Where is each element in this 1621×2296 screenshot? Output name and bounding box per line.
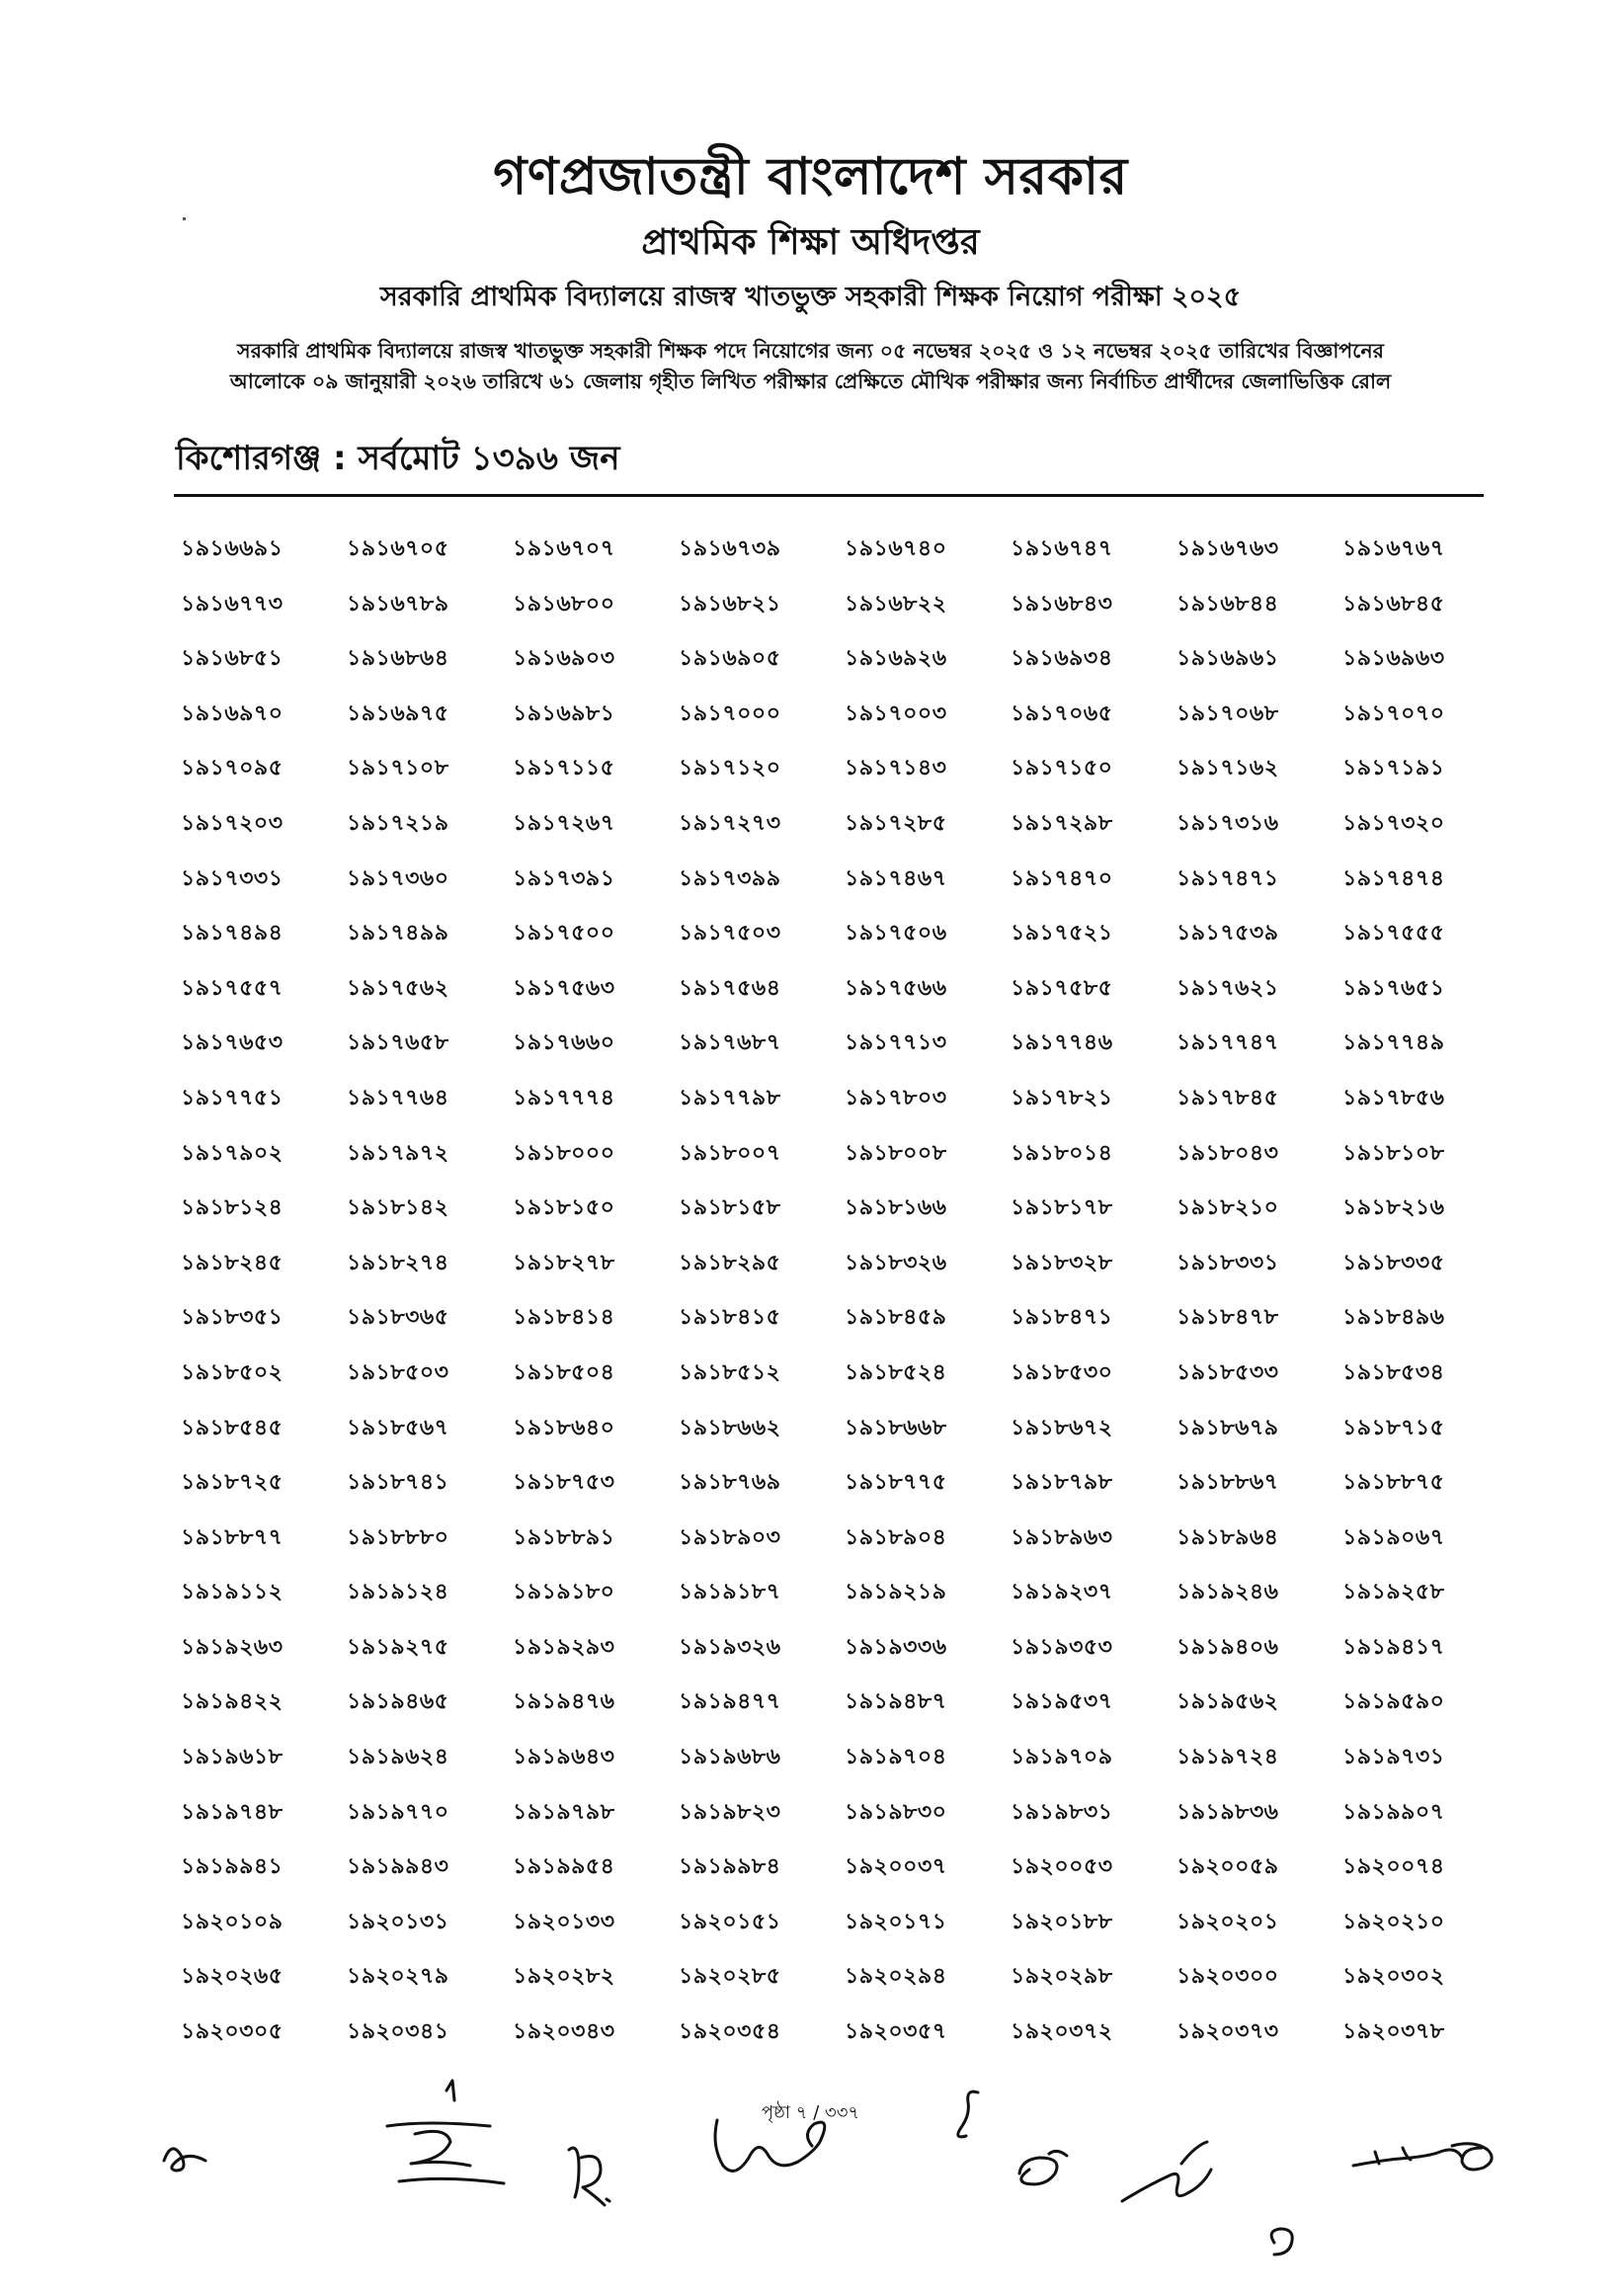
roll-number: ১৯১৯৪২২ (181, 1689, 284, 1715)
roll-number: ১৯১৯৪৭৭ (679, 1689, 781, 1715)
roll-number: ১৯১৯৯৪৩ (347, 1854, 449, 1880)
roll-number: ১৯১৯৪০৬ (1176, 1634, 1279, 1660)
roll-number: ১৯১৮৫০৩ (347, 1359, 449, 1385)
roll-number: ১৯১৭৬৮৭ (679, 1030, 781, 1056)
roll-number: ১৯১৭৯০২ (181, 1140, 284, 1166)
roll-number: ১৯২০২০১ (1176, 1909, 1279, 1934)
roll-number: ১৯১৯৩৩৬ (845, 1634, 947, 1660)
roll-number: ১৯১৮৭৪১ (347, 1470, 449, 1496)
roll-number: ১৯২০৩০০ (1176, 1964, 1279, 1990)
signature-7 (1122, 2142, 1211, 2201)
roll-number: ১৯১৯১১২ (181, 1580, 284, 1605)
roll-number: ১৯১৯৮৩০ (845, 1799, 947, 1825)
roll-number: ১৯১৮০১৪ (1011, 1140, 1113, 1166)
signature-6 (1019, 2151, 1067, 2183)
roll-number: ১৯১৯৭৯৮ (513, 1799, 615, 1825)
roll-number: ১৯১৮৪৭৮ (1176, 1305, 1279, 1331)
roll-number: ১৯১৭৭৯৮ (679, 1085, 781, 1110)
signature-3 (569, 2148, 609, 2205)
roll-number: ১৯১৮২৪৫ (181, 1250, 284, 1275)
roll-number: ১৯১৬৮২২ (845, 591, 947, 616)
roll-number: ১৯১৬৭৬৩ (1176, 536, 1279, 561)
roll-number: ১৯১৭১৪৩ (845, 756, 947, 781)
roll-number: ১৯১৭৫৮৫ (1011, 975, 1113, 1001)
roll-number: ১৯১৭৫৬৬ (845, 975, 947, 1001)
roll-number: ১৯১৬৯০৩ (513, 646, 615, 672)
roll-number: ১৯১৮০০৮ (845, 1140, 947, 1166)
roll-number: ১৯১৯৪৬৫ (347, 1689, 449, 1715)
roll-number: ১৯১৮৩৬৫ (347, 1305, 449, 1331)
roll-number: ১৯১৯৮২৩ (679, 1799, 781, 1825)
roll-number: ১৯১৭০৭০ (1342, 700, 1445, 726)
roll-number: ১৯১৭৩২০ (1342, 810, 1445, 836)
roll-number: ১৯২০০৩৭ (845, 1854, 947, 1880)
roll-number: ১৯২০৩৪১ (347, 2019, 449, 2045)
roll-number: ১৯১৮৬৬৮ (845, 1415, 947, 1440)
roll-number: ১৯২০১৫১ (679, 1909, 781, 1934)
roll-number: ১৯১৭৭৭৪ (513, 1085, 615, 1110)
roll-number: ১৯১৭৫৫৫ (1342, 921, 1445, 946)
roll-number: ১৯১৮৪১৪ (513, 1305, 615, 1331)
roll-number: ১৯১৮৫৩০ (1011, 1359, 1113, 1385)
roll-number: ১৯১৯১৮৭ (679, 1580, 781, 1605)
roll-number: ১৯১৬৭৭৩ (181, 591, 284, 616)
roll-number: ১৯১৭১৬২ (1176, 756, 1279, 781)
roll-number: ১৯২০১৮৮ (1011, 1909, 1113, 1934)
page-number: পৃষ্ঠা ৭ / ৩৩৭ (761, 2102, 860, 2123)
roll-number: ১৯১৬৮৪৫ (1342, 591, 1445, 616)
roll-number: ১৯১৯৪১৭ (1342, 1634, 1445, 1660)
roll-number: ১৯২০৩০২ (1342, 1964, 1445, 1990)
roll-number: ১৯১৬৯৩৪ (1011, 646, 1113, 672)
roll-number: ১৯১৮৪৫৯ (845, 1305, 947, 1331)
roll-number: ১৯১৬৮৪৩ (1011, 591, 1113, 616)
roll-number: ১৯২০৩০৫ (181, 2019, 284, 2045)
roll-number: ১৯১৭৪৭৪ (1342, 865, 1445, 891)
government-title: গণপ্রজাতন্ত্রী বাংলাদেশ সরকার (493, 147, 1128, 206)
roll-number: ১৯১৭৩৯১ (513, 865, 615, 891)
signature-2 (387, 2081, 504, 2183)
roll-number: ১৯১৮২৯৫ (679, 1250, 781, 1275)
roll-number: ১৯২০৩৫৪ (679, 2019, 781, 2045)
roll-number: ১৯১৬৭৪০ (845, 536, 947, 561)
roll-number: ১৯১৮৬৪০ (513, 1415, 615, 1440)
roll-number: ১৯১৮৮৭৫ (1342, 1470, 1445, 1496)
roll-number: ১৯১৭৫৩৯ (1176, 921, 1279, 946)
roll-number: ১৯১৮৫৬৭ (347, 1415, 449, 1440)
roll-number: ১৯১৯১৮০ (513, 1580, 615, 1605)
roll-number: ১৯২০৩৭৮ (1342, 2019, 1445, 2045)
roll-number: ১৯১৭৫৫৭ (181, 975, 284, 1001)
roll-number: ১৯১৮৩২৮ (1011, 1250, 1113, 1275)
roll-number: ১৯২০২৬৫ (181, 1964, 284, 1990)
signature-8 (1271, 2229, 1292, 2255)
roll-number: ১৯১৮১৪২ (347, 1195, 449, 1221)
roll-number: ১৯১৭১২০ (679, 756, 781, 781)
roll-number: ১৯১৮৬৬২ (679, 1415, 781, 1440)
roll-number: ১৯১৬৭৬৭ (1342, 536, 1445, 561)
roll-number: ১৯১৬৮৪৪ (1176, 591, 1279, 616)
roll-number: ১৯১৬৯২৬ (845, 646, 947, 672)
roll-number: ১৯১৮৫৩৩ (1176, 1359, 1279, 1385)
roll-number: ১৯১৮৭১৫ (1342, 1415, 1445, 1440)
roll-number: ১৯১৮৯০৩ (679, 1524, 781, 1550)
roll-number: ১৯১৭৩১৬ (1176, 810, 1279, 836)
roll-number: ১৯১৭৬২১ (1176, 975, 1279, 1001)
roll-number: ১৯১৯৩৫৩ (1011, 1634, 1113, 1660)
roll-number: ১৯১৮৩৩৫ (1342, 1250, 1445, 1275)
signature-5 (958, 2091, 978, 2137)
roll-number: ১৯১৯৬৮৬ (679, 1745, 781, 1770)
roll-number: ১৯১৮১৭৮ (1011, 1195, 1113, 1221)
roll-number: ১৯১৭১০৮ (347, 756, 449, 781)
roll-number: ১৯১৯৭০৪ (845, 1745, 947, 1770)
roll-number: ১৯২০৩৪৩ (513, 2019, 615, 2045)
roll-number: ১৯১৯৯৮৪ (679, 1854, 781, 1880)
roll-number: ১৯১৮৮৬৭ (1176, 1470, 1279, 1496)
roll-number: ১৯১৬৯০৫ (679, 646, 781, 672)
roll-number: ১৯১৮১২৪ (181, 1195, 284, 1221)
roll-number: ১৯১৮৫১২ (679, 1359, 781, 1385)
department-title: প্রাথমিক শিক্ষা অধিদপ্তর (641, 222, 980, 263)
roll-number: ১৯১৯১২৪ (347, 1580, 449, 1605)
roll-number: ১৯১৮৮৯১ (513, 1524, 615, 1550)
roll-number: ১৯১৮১০৮ (1342, 1140, 1445, 1166)
roll-number: ১৯১৯৬২৪ (347, 1745, 449, 1770)
roll-number: ১৯১৭৭৪৭ (1176, 1030, 1279, 1056)
roll-number: ১৯২০১৩১ (347, 1909, 449, 1934)
roll-number: ১৯১৭৮০৩ (845, 1085, 947, 1110)
roll-number: ১৯১৯৭৪৮ (181, 1799, 284, 1825)
roll-number: ১৯১৯২৩৭ (1011, 1580, 1113, 1605)
exam-title: সরকারি প্রাথমিক বিদ্যালয়ে রাজস্ব খাতভুক্ত সহকারী শিক্ষক নিয়োগ পরীক্ষা ২০২৫ (379, 282, 1242, 312)
roll-number: ১৯১৬৯৮১ (513, 700, 615, 726)
roll-number: ১৯২০১০৯ (181, 1909, 284, 1934)
roll-number: ১৯১৭৫০০ (513, 921, 615, 946)
roll-number: ১৯২০২৮২ (513, 1964, 615, 1990)
roll-number: ১৯১৮৯০৪ (845, 1524, 947, 1550)
roll-number: ১৯২০০৫৩ (1011, 1854, 1113, 1880)
roll-number: ১৯১৮১৬৬ (845, 1195, 947, 1221)
roll-number: ১৯১৯২৯৩ (513, 1634, 615, 1660)
roll-number: ১৯১৯৭২৪ (1176, 1745, 1279, 1770)
roll-number: ১৯১৭৫৬৪ (679, 975, 781, 1001)
signature-4 (715, 2120, 825, 2171)
roll-number: ১৯১৬৮৫১ (181, 646, 284, 672)
roll-number: ১৯২০২৮৫ (679, 1964, 781, 1990)
roll-number: ১৯১৭৫৬৩ (513, 975, 615, 1001)
roll-number: ১৯১৮৭৫৩ (513, 1470, 615, 1496)
roll-number: ১৯১৭২৮৫ (845, 810, 947, 836)
roll-number: ১৯১৭২৯৮ (1011, 810, 1113, 836)
roll-number: ১৯১৬৭৪৭ (1011, 536, 1113, 561)
roll-number: ১৯১৮২৭৪ (347, 1250, 449, 1275)
roll-number: ১৯১৮৭৯৮ (1011, 1470, 1113, 1496)
roll-number: ১৯১৯৯৪১ (181, 1854, 284, 1880)
roll-number: ১৯১৭৭৬৪ (347, 1085, 449, 1110)
roll-number: ১৯১৮২৭৮ (513, 1250, 615, 1275)
roll-number: ১৯১৭৬৫৩ (181, 1030, 284, 1056)
roll-number: ১৯১৮৯৬৪ (1176, 1524, 1279, 1550)
roll-number: ১৯১৭৫০৬ (845, 921, 947, 946)
notice-line-2: আলোকে ০৯ জানুয়ারী ২০২৬ তারিখে ৬১ জেলায় গৃহীত লিখিত পরীক্ষার প্রেক্ষিতে মৌখিক পরীক্ষার জন্য নির্বাচিত প্রার্থীদের জেলাভিত্তিক রোল (229, 369, 1392, 393)
roll-number: ১৯১৯২৬৩ (181, 1634, 284, 1660)
roll-number: ১৯১৯৭৭০ (347, 1799, 449, 1825)
roll-number: ১৯১৮৫৪৫ (181, 1415, 284, 1440)
roll-number: ১৯১৭৫৬২ (347, 975, 449, 1001)
roll-number: ১৯১৬৭৩৯ (679, 536, 781, 561)
roll-number: ১৯১৯৫৬২ (1176, 1689, 1279, 1715)
roll-number: ১৯১৭০৯৫ (181, 756, 284, 781)
roll-number: ১৯২০১৩৩ (513, 1909, 615, 1934)
roll-number: ১৯১৯২৭৫ (347, 1634, 449, 1660)
roll-number: ১৯১৭৭৫১ (181, 1085, 284, 1110)
roll-number: ১৯১৮৬৭৯ (1176, 1415, 1279, 1440)
roll-number: ১৯১৬৭০৭ (513, 536, 615, 561)
signature-9 (1353, 2144, 1492, 2170)
notice-line-1: সরকারি প্রাথমিক বিদ্যালয়ে রাজস্ব খাতভুক্ত সহকারী শিক্ষক পদে নিয়োগের জন্য ০৫ নভেম্বর ২০২৫ ও ১২ নভেম্বর ২০২৫ তারিখের বিজ্ঞাপনের (237, 339, 1384, 363)
roll-number: ১৯২০২৯৮ (1011, 1964, 1113, 1990)
roll-number: ১৯১৮৭৭৫ (845, 1470, 947, 1496)
roll-number: ১৯১৯৬৪৩ (513, 1745, 615, 1770)
roll-number: ১৯১৭৮৫৬ (1342, 1085, 1445, 1110)
roll-number: ১৯১৭৩৯৯ (679, 865, 781, 891)
roll-number: ১৯১৮০০০ (513, 1140, 615, 1166)
roll-number: ১৯১৯৪৭৬ (513, 1689, 615, 1715)
roll-number: ১৯১৭৫২১ (1011, 921, 1113, 946)
roll-number: ১৯১৬৭৮৯ (347, 591, 449, 616)
roll-number: ১৯১৮১৫৮ (679, 1195, 781, 1221)
roll-number: ১৯১৯৩২৬ (679, 1634, 781, 1660)
roll-number: ১৯২০৩৭৩ (1176, 2019, 1279, 2045)
roll-number: ১৯১৮৭২৫ (181, 1470, 284, 1496)
roll-number: ১৯২০২১০ (1342, 1909, 1445, 1934)
roll-number: ১৯১৯২৫৮ (1342, 1580, 1445, 1605)
roll-number: ১৯১৮২১৬ (1342, 1195, 1445, 1221)
roll-number: ১৯১৮৩৫১ (181, 1305, 284, 1331)
roll-number: ১৯১৬৯৬১ (1176, 646, 1279, 672)
roll-number: ১৯২০২৯৪ (845, 1964, 947, 1990)
roll-number: ১৯২০০৭৪ (1342, 1854, 1445, 1880)
roll-number: ১৯১৯৯৫৪ (513, 1854, 615, 1880)
roll-number: ১৯১৮৪১৫ (679, 1305, 781, 1331)
roll-number: ১৯১৬৮৬৪ (347, 646, 449, 672)
roll-number: ১৯১৯৮৩১ (1011, 1799, 1113, 1825)
roll-number: ১৯১৯২৪৬ (1176, 1580, 1279, 1605)
roll-number: ১৯১৯৬১৮ (181, 1745, 284, 1770)
roll-number: ১৯১৯০৬৭ (1342, 1524, 1445, 1550)
roll-number: ১৯১৭৪৬৭ (845, 865, 947, 891)
roll-number: ১৯১৯৫৯০ (1342, 1689, 1445, 1715)
roll-number: ১৯১৮২১০ (1176, 1195, 1279, 1221)
roll-number: ১৯১৭৬৫১ (1342, 975, 1445, 1001)
roll-number: ১৯১৭১৫০ (1011, 756, 1113, 781)
roll-number: ১৯১৭২১৯ (347, 810, 449, 836)
roll-number: ১৯১৮৪৯৬ (1342, 1305, 1445, 1331)
roll-number: ১৯১৭১৯১ (1342, 756, 1445, 781)
roll-number: ১৯১৭৮৪৫ (1176, 1085, 1279, 1110)
roll-number: ১৯১৭৪৭১ (1176, 865, 1279, 891)
roll-number: ১৯১৭৪৯৯ (347, 921, 449, 946)
roll-number: ১৯১৯৫৩৭ (1011, 1689, 1113, 1715)
roll-number: ১৯১৮৫০২ (181, 1359, 284, 1385)
roll-number: ১৯১৭০৬৫ (1011, 700, 1113, 726)
roll-number: ১৯২০৩৫৭ (845, 2019, 947, 2045)
roll-number: ১৯১৭৭১৩ (845, 1030, 947, 1056)
roll-number: ১৯১৮৫০৪ (513, 1359, 615, 1385)
roll-number: ১৯১৮৮৮০ (347, 1524, 449, 1550)
roll-number: ১৯১৭৪৭০ (1011, 865, 1113, 891)
roll-number: ১৯১৭০০৩ (845, 700, 947, 726)
roll-number: ১৯১৭৭৪৬ (1011, 1030, 1113, 1056)
roll-number: ১৯১৯৮৩৬ (1176, 1799, 1279, 1825)
roll-number: ১৯১৯৭০৯ (1011, 1745, 1113, 1770)
roll-number: ১৯১৬৬৯১ (181, 536, 284, 561)
roll-number: ১৯২০৩৭২ (1011, 2019, 1113, 2045)
roll-number: ১৯১৭৯৭২ (347, 1140, 449, 1166)
roll-number: ১৯১৬৭০৫ (347, 536, 449, 561)
roll-number: ১৯২০২৭৯ (347, 1964, 449, 1990)
signature-1 (164, 2149, 205, 2171)
roll-number: ১৯১৮১৫০ (513, 1195, 615, 1221)
roll-number: ১৯১৭৬৫৮ (347, 1030, 449, 1056)
roll-number: ১৯২০১৭১ (845, 1909, 947, 1934)
roll-number: ১৯১৯২১৯ (845, 1580, 947, 1605)
roll-number: ১৯১৯৭৩১ (1342, 1745, 1445, 1770)
roll-number: ১৯১৭২৬৭ (513, 810, 615, 836)
roll-number: ১৯১৬৯৭০ (181, 700, 284, 726)
roll-number: ১৯১৬৮২১ (679, 591, 781, 616)
roll-number: ১৯১৭৮২১ (1011, 1085, 1113, 1110)
roll-number: ১৯১৮০৪৩ (1176, 1140, 1279, 1166)
roll-number: ১৯১৬৮০০ (513, 591, 615, 616)
roll-number: ১৯১৭০৬৮ (1176, 700, 1279, 726)
roll-number: ১৯১৭১১৫ (513, 756, 615, 781)
roll-number: ১৯১৮০০৭ (679, 1140, 781, 1166)
roll-number: ১৯১৮৯৬৩ (1011, 1524, 1113, 1550)
roll-number: ১৯১৮৭৬৯ (679, 1470, 781, 1496)
roll-number: ১৯১৮৩২৬ (845, 1250, 947, 1275)
roll-number: ১৯১৭৭৪৯ (1342, 1030, 1445, 1056)
roll-number: ১৯১৭২০৩ (181, 810, 284, 836)
roll-number: ১৯১৭৪৯৪ (181, 921, 284, 946)
roll-number: ১৯১৬৯৬৩ (1342, 646, 1445, 672)
roll-number: ১৯২০০৫৯ (1176, 1854, 1279, 1880)
roll-number: ১৯১৭০০০ (679, 700, 781, 726)
roll-number: ১৯১৯৪৮৭ (845, 1689, 947, 1715)
roll-number: ১৯১৮৮৭৭ (181, 1524, 284, 1550)
roll-number: ১৯১৮৩৩১ (1176, 1250, 1279, 1275)
roll-number: ১৯১৬৯৭৫ (347, 700, 449, 726)
roll-number: ১৯১৭৫০৩ (679, 921, 781, 946)
roll-number: ১৯১৮৬৭২ (1011, 1415, 1113, 1440)
roll-number: ১৯১৭৬৬০ (513, 1030, 615, 1056)
roll-number: ১৯১৯৯০৭ (1342, 1799, 1445, 1825)
roll-number: ১৯১৭৩৩১ (181, 865, 284, 891)
roll-number: ১৯১৭৩৬০ (347, 865, 449, 891)
roll-number: ১৯১৮৫২৪ (845, 1359, 947, 1385)
district-heading: কিশোরগঞ্জ : সর্বমোট ১৩৯৬ জন (176, 439, 620, 478)
roll-number: ১৯১৭২৭৩ (679, 810, 781, 836)
roll-number: ১৯১৮৪৭১ (1011, 1305, 1113, 1331)
roll-number: ১৯১৮৫৩৪ (1342, 1359, 1445, 1385)
